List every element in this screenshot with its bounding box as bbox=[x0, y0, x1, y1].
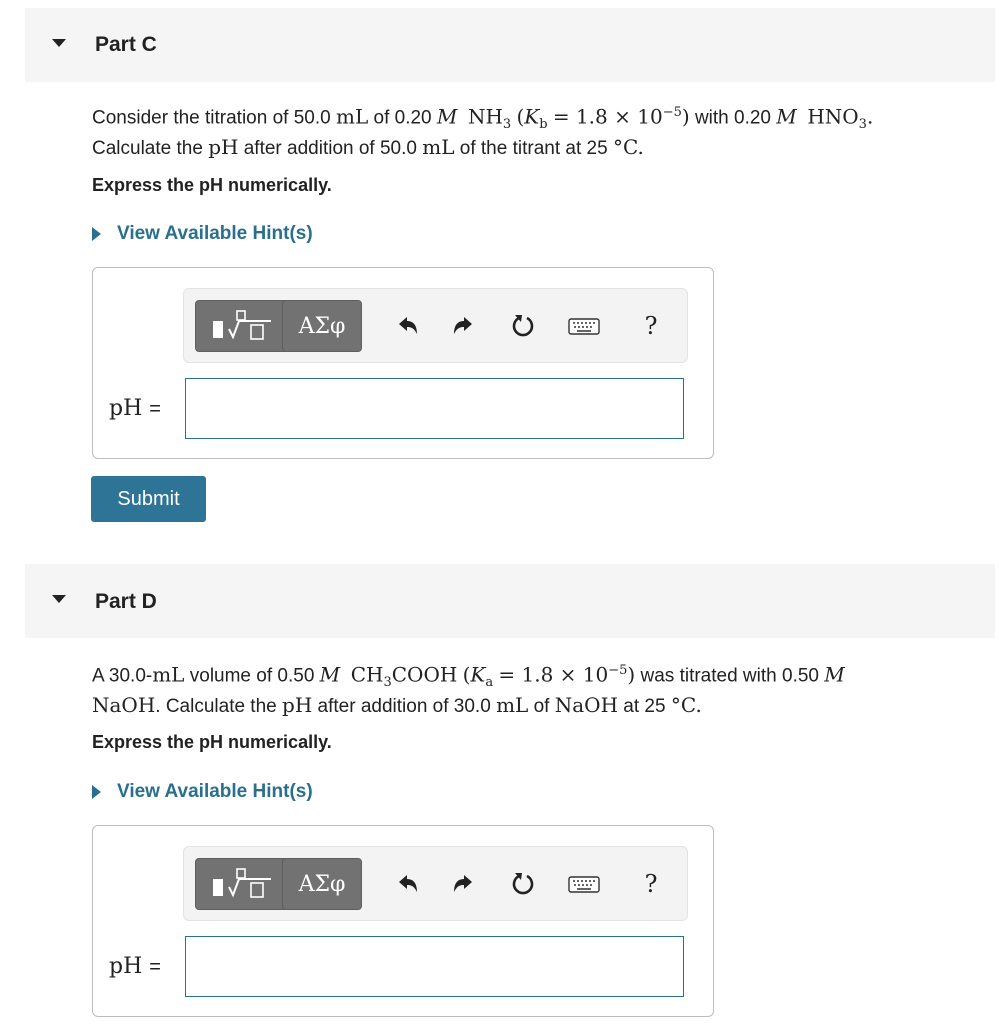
keyboard-button[interactable] bbox=[567, 869, 601, 899]
undo-button[interactable] bbox=[394, 311, 422, 341]
part-c-question bbox=[92, 101, 992, 160]
express-instruction: Express the pH numerically. bbox=[92, 732, 332, 752]
part-c-header[interactable] bbox=[25, 8, 995, 82]
part-d-header[interactable] bbox=[25, 564, 995, 638]
reset-button[interactable] bbox=[509, 311, 537, 341]
ph-label: pH = bbox=[109, 954, 161, 979]
question-line-1: Consider the titration of 50.0 mL of 0.20 M $NH_3$ $(K_b = 1.8 \times 10^{-5})$ with 0.20 M $HNO_3$. bbox=[92, 104, 874, 133]
templates-icon bbox=[207, 309, 277, 343]
part-c-title: Part C bbox=[95, 33, 157, 56]
question-line-2: NaOH. Calculate the pH after addition of 30.0 mL of NaOH at 25 °C. bbox=[92, 693, 702, 718]
part-d-question bbox=[92, 659, 992, 718]
templates-button[interactable] bbox=[195, 300, 289, 352]
greek-symbols-button[interactable]: ΑΣφ bbox=[282, 858, 362, 910]
redo-button[interactable] bbox=[449, 869, 477, 899]
redo-button[interactable] bbox=[449, 311, 477, 341]
undo-button[interactable] bbox=[394, 869, 422, 899]
keyboard-icon bbox=[568, 316, 600, 336]
view-hints-label[interactable]: View Available Hint(s) bbox=[117, 781, 313, 802]
ph-answer-input[interactable] bbox=[185, 378, 684, 439]
undo-icon bbox=[397, 874, 419, 894]
question-line-1: A 30.0-mL volume of 0.50 M $CH_3COOH$ $(K_a = 1.8 \times 10^{-5})$ was titrated with 0.50 M bbox=[92, 662, 845, 691]
view-hints-link[interactable] bbox=[92, 223, 313, 245]
reset-icon bbox=[511, 871, 535, 897]
submit-button[interactable]: Submit bbox=[91, 476, 206, 522]
expand-triangle-icon bbox=[92, 227, 101, 241]
help-button[interactable]: ? bbox=[644, 312, 658, 340]
reset-button[interactable] bbox=[509, 869, 537, 899]
ph-answer-input[interactable] bbox=[185, 936, 684, 997]
answer-box bbox=[92, 267, 714, 459]
keyboard-icon bbox=[568, 874, 600, 894]
templates-icon bbox=[207, 867, 277, 901]
part-d-title: Part D bbox=[95, 590, 157, 613]
greek-symbols-button[interactable]: ΑΣφ bbox=[282, 300, 362, 352]
view-hints-label[interactable]: View Available Hint(s) bbox=[117, 223, 313, 244]
templates-button[interactable] bbox=[195, 858, 289, 910]
math-toolbar bbox=[183, 846, 688, 921]
ph-label: pH = bbox=[109, 396, 161, 421]
math-toolbar bbox=[183, 288, 688, 363]
question-line-2: Calculate the pH after addition of 50.0 mL of the titrant at 25 °C. bbox=[92, 135, 644, 160]
expand-triangle-icon bbox=[92, 785, 101, 799]
collapse-triangle-icon[interactable] bbox=[52, 39, 66, 47]
view-hints-link[interactable] bbox=[92, 781, 313, 803]
answer-box bbox=[92, 825, 714, 1017]
redo-icon bbox=[452, 874, 474, 894]
help-button[interactable]: ? bbox=[644, 870, 658, 898]
redo-icon bbox=[452, 316, 474, 336]
collapse-triangle-icon[interactable] bbox=[52, 595, 66, 603]
keyboard-button[interactable] bbox=[567, 311, 601, 341]
reset-icon bbox=[511, 313, 535, 339]
undo-icon bbox=[397, 316, 419, 336]
express-instruction: Express the pH numerically. bbox=[92, 175, 332, 195]
